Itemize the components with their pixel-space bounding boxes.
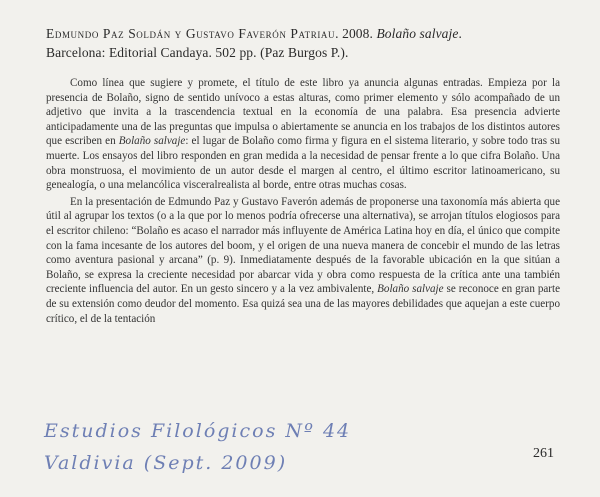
year: . 2008.	[335, 26, 377, 41]
paragraph-2-italic: Bolaño salvaje	[377, 283, 444, 296]
handwritten-annotation	[44, 418, 351, 476]
paragraph-1	[46, 76, 560, 193]
paragraph-1-italic: Bolaño salvaje	[118, 135, 186, 148]
paragraph-2-text-b: se reconoce en gran parte de su extensión como deudor del momento. Esa quizá sea una de las mayores debilidades que aquejan a este cuerpo crítico, el de la tentación	[46, 283, 560, 325]
paragraph-2	[46, 195, 560, 326]
paragraph-1-text-a: Como línea que sugiere y promete, el título de este libro ya anuncia algunas entradas. Empieza por la presencia de Bolaño, signo de sentido unívoco a estas alturas, como primer elemento y sólo acompañado de un adjetivo que invita a la trascendencia textual en la economía de una palabra. Esa presencia advierte anticipadamente una de las preguntas que impulsa o abiertamente se anuncia en los trabajos de los distintos autores que escriben en	[46, 77, 560, 148]
publisher-info: Barcelona: Editorial Candaya. 502 pp. (Paz Burgos P.).	[46, 45, 349, 60]
handwriting-line-2: Valdivia (Sept. 2009)	[44, 452, 288, 474]
handwriting-line-1: Estudios Filológicos Nº 44	[44, 420, 352, 442]
paragraph-2-text-a: En la presentación de Edmundo Paz y Gustavo Faverón además de proponerse una taxonomía más abierta que útil al agrupar los textos (o a la que por lo menos podría ofrecerse una alternativa), se arrojan títulos elogiosos para el escritor chileno: “Bolaño es acaso el narrador más influyente de América Latina hoy en día, el único que compite con la fama incesante de los autores del boom, y el origen de una nueva manera de concebir el mundo de las letras como aventura pasional y arcana” (p. 9). Inmediatamente después de la favorable ubicación en la que sitúan a Bolaño, se expresa la creciente necesidad por abarcar vida y obra como respuesta de la crítica ante una también creciente influencia del autor. En un gesto sincero y a la vez ambivalente,	[46, 195, 560, 296]
title-period: .	[458, 26, 462, 41]
paragraph-1-text-b: : el lugar de Bolaño como firma y figura en el sistema literario, y sobre todo tras su muerte. Los ensayos del libro responden en gran medida a la necesidad de pensar frente a lo que cifra Bolaño. Una obra monstruosa, el movimiento de un autor desde el margen al centro, el último escritor latinoamericano, su genealogía, o una melancólica visceralrealista al borde, entre otras muchas cosas.	[46, 135, 560, 192]
citation-header	[46, 24, 560, 62]
authors: Edmundo Paz Soldán y Gustavo Faverón Patriau	[46, 26, 336, 41]
book-title: Bolaño salvaje	[376, 26, 459, 41]
page-number: 261	[533, 446, 554, 461]
